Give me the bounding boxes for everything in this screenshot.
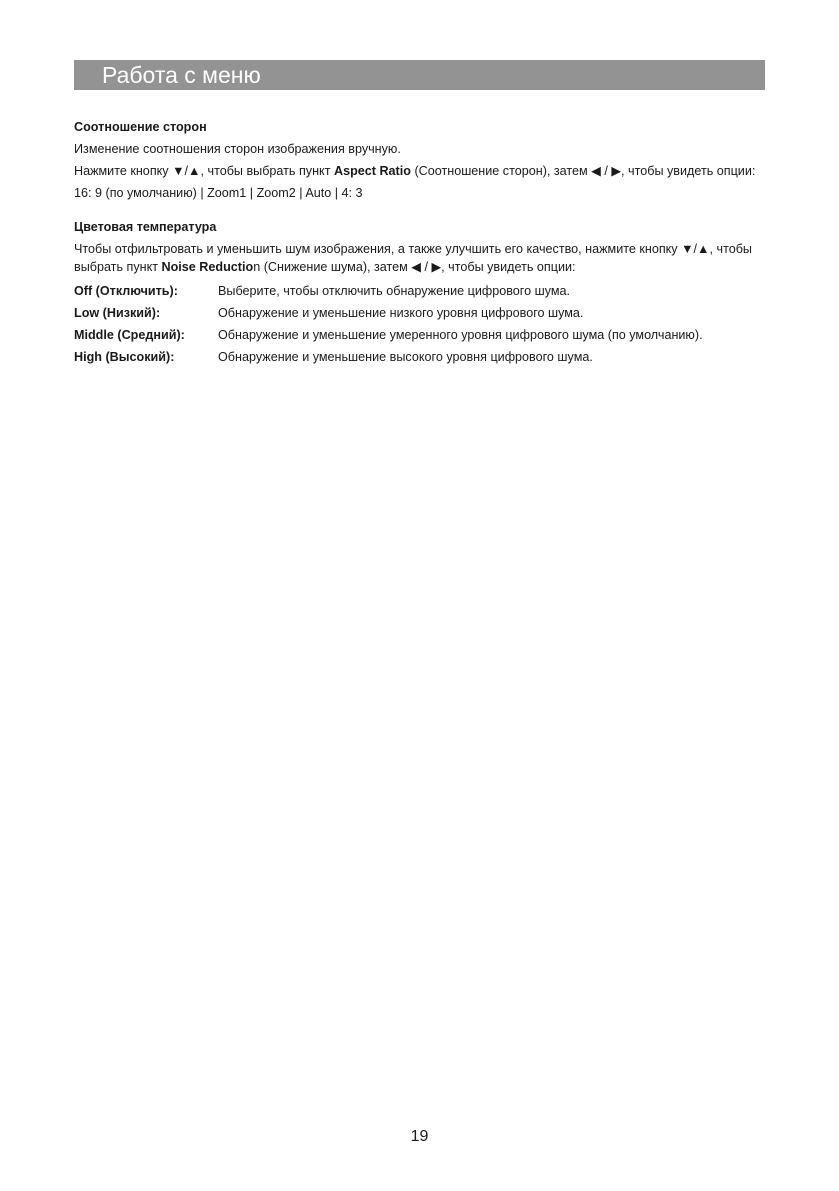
document-body [74,118,767,370]
instruction-text: n (Снижение шума), затем ◀ / ▶, чтобы увидеть опции: [253,260,576,274]
option-description: Выберите, чтобы отключить обнаружение цифрового шума. [218,284,571,298]
option-row-middle [74,326,767,344]
option-label: Low (Низкий): [74,306,161,320]
instruction-text: Нажмите кнопку ▼/▲, чтобы выбрать пункт [74,164,334,178]
option-label: High (Высокий): [74,350,175,364]
option-label: Middle (Средний): [74,328,185,342]
instruction-text: Чтобы отфильтровать и уменьшить шум изображения, а также улучшить его качество, нажмите кнопку ▼/▲, чтобы выбрать пункт [74,242,752,274]
page-title: Работа с меню [102,62,261,88]
option-description: Обнаружение и уменьшение высокого уровня цифрового шума. [218,350,593,364]
option-description: Обнаружение и уменьшение низкого уровня цифрового шума. [218,306,584,320]
option-row-off [74,282,767,300]
aspect-ratio-instruction [74,162,767,180]
option-row-low [74,304,767,322]
aspect-ratio-section [74,118,767,202]
noise-reduction-term-tail: o [245,260,254,274]
color-temperature-heading: Цветовая температура [74,220,217,234]
page-number: 19 [410,1128,429,1145]
option-row-high [74,348,767,366]
aspect-ratio-options: 16: 9 (по умолчанию) | Zoom1 | Zoom2 | Auto | 4: 3 [74,186,363,200]
instruction-text: (Соотношение сторон), затем ◀ / ▶, чтобы увидеть опции: [410,164,756,178]
section-header-bar [74,60,765,90]
option-label: Off (Отключить): [74,284,178,298]
aspect-ratio-term: Aspect Ratio [333,164,411,178]
noise-reduction-instruction [74,240,767,276]
aspect-ratio-description: Изменение соотношения сторон изображения вручную. [74,142,401,156]
color-temperature-section [74,218,767,366]
aspect-ratio-heading: Соотношение сторон [74,120,207,134]
noise-reduction-term: Noise Reducti [161,260,246,274]
option-description: Обнаружение и уменьшение умеренного уровня цифрового шума (по умолчанию). [218,328,703,342]
